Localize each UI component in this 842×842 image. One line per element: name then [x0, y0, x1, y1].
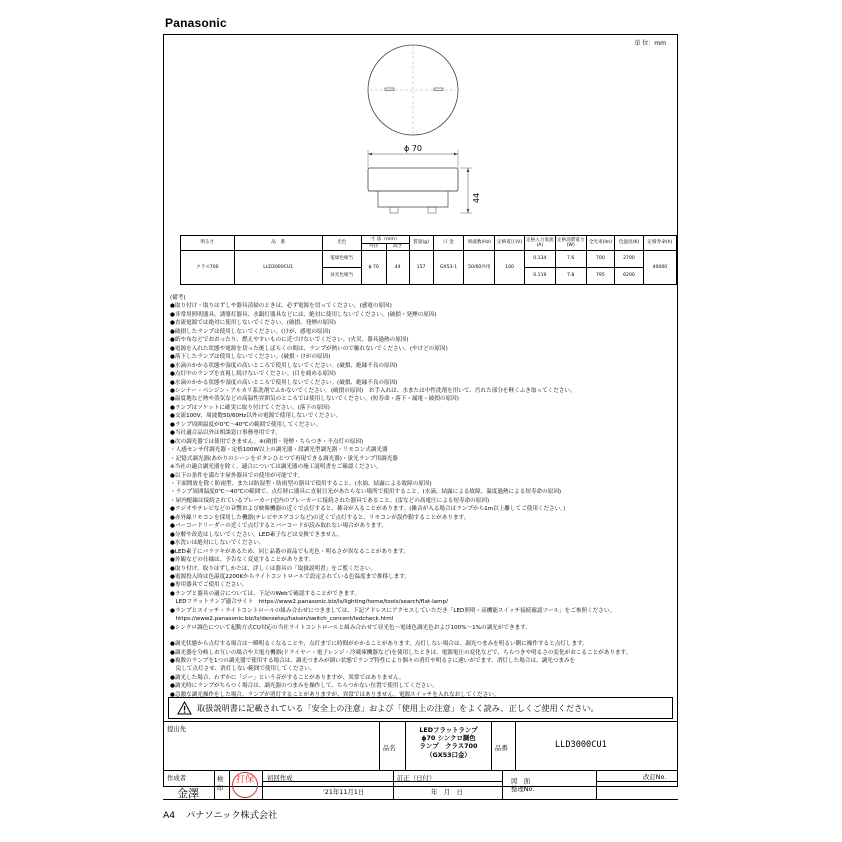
cell-light-color-2: 昼光色相当 — [322, 268, 361, 285]
col-current: 定格入力電流(A) — [524, 236, 555, 251]
note-line: ●ラジオやテレビなどの音響および映像機器の近くで点灯すると、雑音が入ることがあります。(雑音が入る場合はランプから1m以上離してご使用ください。) — [170, 506, 566, 513]
note-line: ●ランプ周囲温度が0℃〜40℃の範囲で使用してください。 — [170, 421, 322, 428]
note-line: ・ランプ周囲温度0℃〜40℃の範囲で、点灯時に器具に直射日光があたらない場所で使用すること。(水滴、結露による故障、温度過熱による短寿命の原因) — [170, 489, 562, 496]
note-line: ●調光状態から点灯する場合は一瞬明るくなることや、点灯までに時間がかかることがあります。点灯しない場合は、調光つまみを明るい側に操作すると点灯します。 — [170, 641, 588, 648]
drawing-no-label: 図 面 整理No. — [511, 777, 535, 793]
note-line: ●シンクロ調色について起動方式CU対応の当社ライトコントロールと組み合わせて昼光色〜電球色調光色および100%〜1%の調光ができます。 — [170, 624, 531, 631]
note-line: ●水滴のかかる状態や湿度の高いところで使用しないでください。(破損、絶縁不良の原因) — [170, 379, 398, 386]
note-line: ●バーコードリーダーの近くで点灯するとバーコードが読み取れない場合があります。 — [170, 523, 387, 530]
note-line: ●LED素子にバラツキがあるため、同じ品番の商品でも光色・明るさが異なることがあります。 — [170, 548, 409, 555]
note-line — [170, 632, 670, 640]
cell-current-1: 0.134 — [524, 251, 555, 268]
inspector-label: 検印 — [217, 775, 224, 792]
note-line: ●ランプはソケットに確実に取り付けてください。(落下の原因) — [170, 404, 330, 411]
col-light-color: 光色 — [322, 236, 361, 251]
product-name: LEDフラットランプ ϕ70 シンクロ調色 ランプ クラス700 （GX53口金） — [419, 726, 478, 759]
note-line: 戻して点灯させ、消灯しない範囲で使用してください。 — [170, 666, 316, 673]
note-line: ・屋内配線は接続されているブレーカー(宅内のブレーカーに接続された器具であること。(雷などの高電圧による短寿命の原因) — [170, 497, 490, 504]
cell-base: GX53-1 — [433, 251, 464, 285]
note-line: ●シンナー・ベンジン・アルカリ系洗剤でふかないでください。(破損の原因) お手入れは、水または中性洗剤を用いて、汚れた部分を軽くふき取ってください。 — [170, 387, 576, 394]
warning-box — [168, 697, 673, 719]
note-line: ●水洗いは絶対にしないでください。 — [170, 540, 265, 547]
col-outer-dia: 外径 — [361, 243, 386, 251]
note-line: ●落下したランプは使用しないでください。(破損・けがの原因) — [170, 354, 331, 361]
note-line: ●調光した場合、わずかに「ジー」という音がすることがありますが、異常ではありません。 — [170, 674, 405, 681]
created-label: 初回作成 — [267, 774, 293, 782]
col-brightness: 明るさ — [181, 236, 235, 251]
col-lifetime: 定格寿命(h) — [643, 236, 676, 251]
lamp-side-view — [368, 168, 458, 191]
cell-lumens-1: 700 — [586, 251, 615, 268]
cell-power-2: 7.8 — [555, 268, 586, 285]
note-line: ※当社の適合調光器を除く。適合については調光器の施工説明書をご確認ください。 — [170, 464, 382, 471]
inspection-stamp: 打保 — [232, 772, 258, 798]
note-line: ●交流100V、周波数50/60Hz以外の電源で使用しないでください。 — [170, 413, 342, 420]
cell-voltage: 100 — [495, 251, 525, 285]
note-line: ●直流電源では絶対に使用しないでください。(破損、発煙の原因) — [170, 320, 336, 327]
hinban-label: 品番 — [495, 744, 508, 752]
col-voltage: 定格電圧(V) — [495, 236, 525, 251]
note-line: ●非常用照明器具、誘導灯器具、水銀灯器具などには、絶対に使用しないでください。(破損・発煙の原因) — [170, 311, 437, 318]
note-line: ●点灯中のランプを直視し続けないでください。(目を痛める原因) — [170, 371, 336, 378]
note-line: ●外観などの仕様は、予告なく変更することがあります。 — [170, 557, 315, 564]
col-product: 品 番 — [234, 236, 322, 251]
notes-section — [170, 294, 670, 699]
unit-label: 単 位：mm — [634, 40, 666, 47]
note-line: (備考) — [170, 295, 186, 301]
cell-color-temp-1: 2700 — [615, 251, 644, 268]
creator-name: 金澤 — [177, 787, 199, 800]
warning-icon — [177, 701, 192, 715]
col-dimensions: 寸 法（mm） — [361, 236, 409, 244]
cell-light-color-1: 電球色相当 — [322, 251, 361, 268]
warning-text: 取扱説明書に記載されている「安全上の注意」および「使用上の注意」をよく読み、正しくご使用ください。 — [197, 703, 599, 713]
note-line: ●分解や改造はしないでください。LED素子などは交換できません。 — [170, 531, 343, 538]
note-line: ●破損したランプは使用しないでください。(けが、感電の原因) — [170, 328, 331, 335]
hinban-value: LLD3000CU1 — [555, 740, 607, 750]
note-line: ●紙や布などでおおったり、燃えやすいものに近づけないでください。(火災、器具過熱の原因) — [170, 337, 409, 344]
note-line: ●取り付け、取りはずしかたは、詳しくは器具の「取扱説明書」をご覧ください。 — [170, 565, 377, 572]
note-line: ・下面開放を除く防雨型、または防湿型・防雨型の器具で使用すること。(水油、結露による故障の原因) — [170, 480, 432, 487]
created-date: '21年11月1日 — [323, 788, 365, 796]
cell-brightness: クラス700 — [181, 251, 235, 285]
note-line: ・記憶式調光器(あかりのシーンをボタンひとつで再現できる調光器)・蛍光ランプ用調光器 — [170, 455, 398, 462]
lamp-dimension-drawing — [340, 44, 490, 232]
note-line: ●電源を入れた状態や電源を切った後しばらくの間は、ランプが熱いので触れないでください。(やけどの原因) — [170, 345, 448, 352]
note-line: ・人感センサ付調光器・定格100W以上の調光器・段調光型調光器・リモコン式調光器 — [170, 447, 388, 454]
note-line: ●水滴のかかる状態や湿度の高いところで使用しないでください。(破損、絶縁不良の原因) — [170, 362, 398, 369]
note-line: ●複数のランプを1つの調光器で使用する場合は、調光つまみが細い状態でランプ特性により個々の消灯や明るさに違いがでます。消灯した場合は、調光つまみを — [170, 658, 576, 665]
note-line: ●急激な調光操作をした場合、ランプが消灯することがありますが、異常ではありません。電源スイッチを入れなおしてください。 — [170, 691, 500, 698]
col-mass: 質量(g) — [409, 236, 433, 251]
revised-label: 訂正（日付） — [397, 774, 436, 782]
brand-logo: Panasonic — [165, 16, 227, 30]
cell-power-1: 7.6 — [555, 251, 586, 268]
note-line: LEDフラットランプ適合サイト https://www2.panasonic.biz/ls/lighting/home/tools/search/flat-lamp/ — [170, 599, 448, 606]
note-line: ●取り付け・取りはずしや器具清掃のときは、必ず電源を切ってください。(感電の原因) — [170, 303, 392, 310]
product-name-label: 品名 — [383, 744, 396, 752]
note-line: ●調光器を分岐しお互いの場合や大電力機器(ドライヤー・電子レンジ・冷蔵庫機器など)を使用したときは、電源電圧の変化などで、ちらつきや明るさの変化がおこることがあります。 — [170, 649, 632, 656]
col-lumens: 全光束(lm) — [586, 236, 615, 251]
note-line: https://www2.panasonic.biz/ls/densetsu/haisen/switch_concent/ledcheck.html — [170, 616, 394, 623]
cell-outer-dia: ϕ 70 — [361, 251, 386, 285]
diameter-label: ϕ 70 — [404, 144, 422, 153]
company-name: パナソニック株式会社 — [186, 810, 278, 821]
col-color-temp: 色温度(K) — [615, 236, 644, 251]
note-line: ●温度地など熱や蒸気などの高温性雰囲気のところでは使用しないでください。(短寿命・落下・漏電・破損の原因) — [170, 396, 459, 403]
cell-color-temp-2: 6200 — [615, 268, 644, 285]
note-line: ●専用器具でご使用ください。 — [170, 582, 248, 589]
col-base: 口 金 — [433, 236, 464, 251]
cell-mass: 157 — [409, 251, 433, 285]
col-frequency: 周波数(Hz) — [464, 236, 495, 251]
cell-frequency: 50/60共用 — [464, 251, 495, 285]
col-height: 高さ — [386, 243, 409, 251]
note-line: ●ランプと器具の適合については、下記のWebで確認することができます。 — [170, 590, 360, 597]
note-line: ●当社適合品以外は相談窓口事務専用です。 — [170, 430, 281, 437]
paper-size: A4 — [163, 810, 176, 821]
creator-label: 作成者 — [167, 774, 187, 782]
cell-current-2: 0.119 — [524, 268, 555, 285]
note-line: ●赤外線リモコンを採用した機器(テレビやエアコンなど)の近くで点灯すると、リモコンが誤作動することがあります。 — [170, 514, 470, 521]
submit-to-label: 提出先 — [167, 725, 187, 733]
revised-date: 年 月 日 — [431, 788, 463, 796]
note-line: ●調光時にランプがちらつく場合は、調光器のつまみを操作して、ちらつかない位置で使用してください。 — [170, 683, 438, 690]
col-power: 定格消費電力(W) — [555, 236, 586, 251]
revision-label: 改訂No. — [643, 773, 667, 781]
cell-lumens-2: 795 — [586, 268, 615, 285]
title-block — [163, 721, 678, 800]
cell-lifetime: 40000 — [643, 251, 676, 285]
cell-product: LLD3000CU1 — [234, 251, 322, 285]
note-line: ●次の調光器では使用できません。※(破損・発煙・ちらつき・不点灯の原因) — [170, 438, 364, 445]
cell-height: 44 — [386, 251, 409, 285]
note-line: ●以下の条件を満たす屋外器具での使用が可能です。 — [170, 472, 304, 479]
note-line: ●ランプとスイッチ・ライトコントロールの組み合わせにつきましては、下記アドレスにアクセスしていただき「LED照明・高機能スイッチ接続確認ツール」をご参照ください。 — [170, 607, 616, 614]
spec-table — [180, 235, 677, 285]
height-label: 44 — [472, 192, 481, 204]
footer — [163, 807, 277, 821]
note-line: ●電源投入時は色温度2200Kからライトコントロールで設定されている色温度まで推移します。 — [170, 573, 410, 580]
